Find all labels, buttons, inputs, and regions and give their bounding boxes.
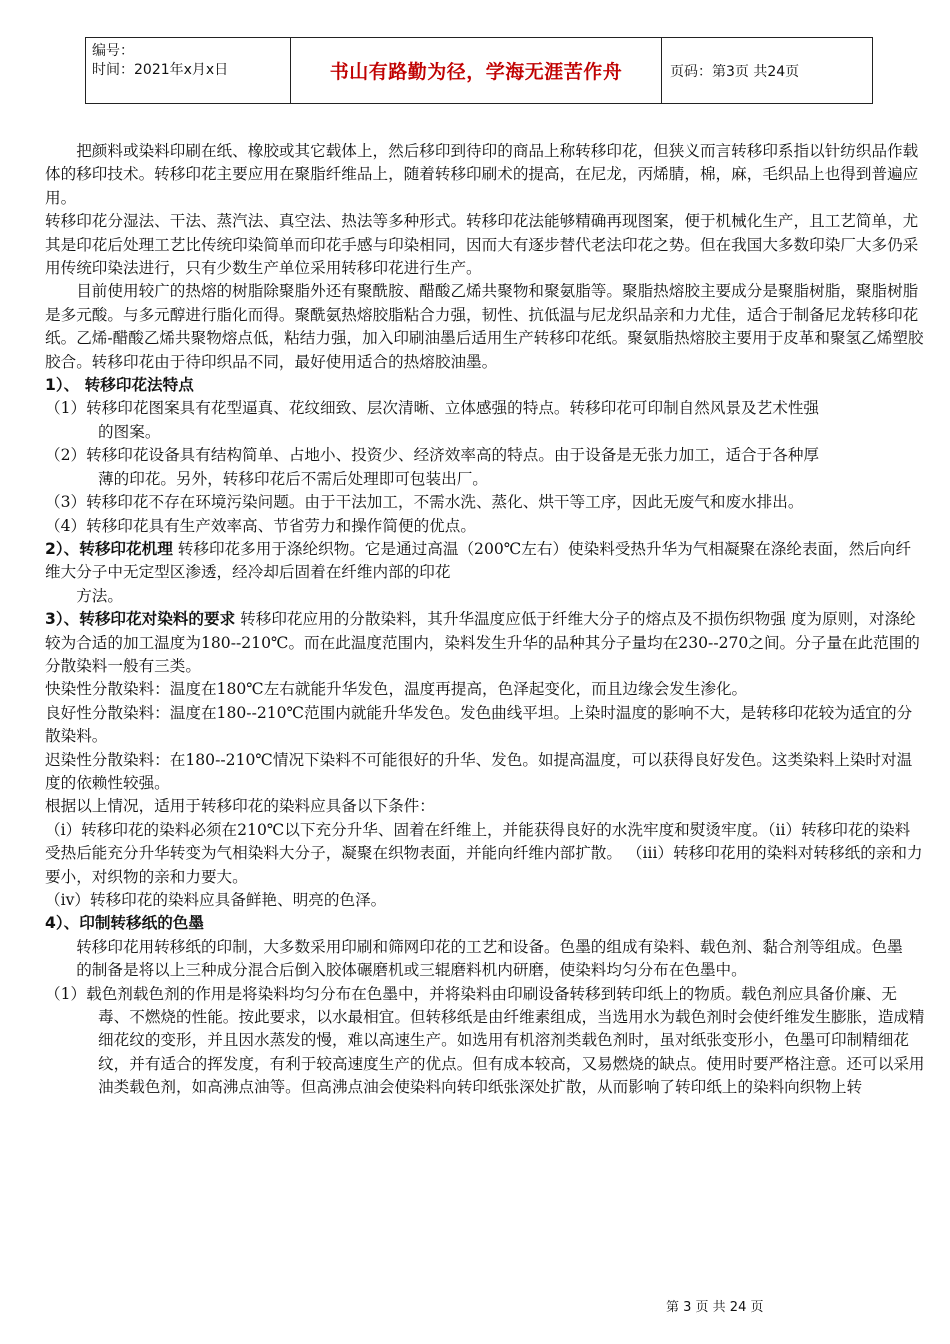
feature-item-4: （4）转移印花具有生产效率高、节省劳力和操作简便的优点。 — [45, 516, 476, 535]
paragraph-intro: 把颜料或染料印刷在纸、橡胶或其它载体上，然后移印到待印的商品上称转移印花，但狭义而言转移印系指以针纺织品作载体的移印技术。转移印花主要应用在聚脂纤维品上，随着转移印刷术的提高，在尼龙，丙烯腈，棉，麻，毛织品上也得到普遍应用。 — [45, 142, 919, 207]
section-mechanism — [45, 538, 925, 585]
section-heading-ink: 4）、印制转移纸的色墨 — [45, 914, 204, 933]
dye-type-fast: 快染性分散染料：温度在180℃左右就能升华发色，温度再提高，色泽起变化，而且边缘会发生渗化。 — [45, 680, 748, 699]
dye-type-slow: 迟染性分散染料：在180--210℃情况下染料不可能很好的升华、发色。如提高温度，可以获得良好发色。这类染料上染时对温度的依赖性较强。 — [45, 750, 913, 792]
header-meta — [86, 38, 291, 104]
mechanism-tail: 方法。 — [76, 586, 123, 605]
ink-item-1: （1）载色剂载色剂的作用是将染料均匀分布在色墨中，并将染料由印刷设备转移到转印纸上的物质。载色剂应具备价廉、无毒、不燃烧的性能。按此要求，以水最相宜。但转移纸是由纤维素组成，当选用水为载色剂时会使纤维发生膨胀，造成精细花纹的变形，并且因水蒸发的慢，难以高速生产。如选用有机溶剂类载色剂时，虽对纸张变形小，色墨可印制精细花纹，并有适合的挥发度，有利于较高速度生产的优点。但有成本较高，又易燃烧的缺点。使用时要严格注意。还可以采用油类载色剂，如高沸点油等。但高沸点油会使染料向转印纸张深处扩散，从而影响了转印纸上的染料向织物上转 — [45, 984, 925, 1097]
header-table — [85, 37, 873, 104]
feature-item-3: （3）转移印花不存在环境污染问题。由于干法加工，不需水洗、蒸化、烘干等工序，因此无废气和废水排出。 — [45, 493, 804, 512]
header-page-number: 页码：第3页 共24页 — [662, 38, 873, 104]
dye-type-good: 良好性分散染料：温度在180--210℃范围内就能升华发色。发色曲线平坦。上染时温度的影响不大，是转移印花较为适宜的分散染料。 — [45, 703, 913, 746]
document-date: 时间：2021年x月x日 — [92, 62, 229, 78]
conditions-item-iv: （ⅳ）转移印花的染料应具备鲜艳、明亮的色泽。 — [45, 891, 387, 909]
conditions-intro: 根据以上情况，适用于转移印花的染料应具备以下条件： — [45, 797, 435, 816]
section-dye-requirements — [45, 608, 925, 678]
document-body — [45, 140, 925, 1100]
section-heading-dye-requirements: 3）、转移印花对染料的要求 — [45, 610, 236, 629]
paragraph-methods: 转移印花分湿法、干法、蒸汽法、真空法、热法等多种形式。转移印花法能够精确再现图案，便于机械化生产，且工艺简单，尤其是印花后处理工艺比传统印染简单而印花手感与印染相同，因而大有逐步替代老法印花之势。但在我国大多数印染厂大多仍采用传统印染法进行，只有少数生产单位采用转移印花进行生产。 — [45, 212, 919, 278]
feature-item-2: （2）转移印花设备具有结构简单、占地小、投资少、经济效率高的特点。由于设备是无张力加工，适合于各种厚薄的印花。另外，转移印花后不需后处理即可包装出厂。 — [45, 446, 820, 488]
paragraph-hotmelt: 目前使用较广的热熔的树脂除聚脂外还有聚酰胺、醋酸乙烯共聚物和聚氨脂等。聚脂热熔胶主要成分是聚脂树脂，聚脂树脂是多元酸。与多元醇进行脂化而得。聚酰氨热熔胶脂粘合力强，韧性、抗低温与尼龙织品亲和力尤佳，适合于制备尼龙转移印花纸。乙烯-醋酸乙烯共聚物熔点低，粘结力强，加入印刷油墨后适用生产转移印花纸。聚氨脂热熔胶主要用于皮革和聚氢乙烯塑胶胶合。转移印花由于待印织品不同，最好使用适合的热熔胶油墨。 — [45, 282, 924, 371]
section-heading-mechanism: 2）、转移印花机理 — [45, 539, 173, 558]
mechanism-text: 转移印花多用于涤纶织物。它是通过高温（200℃左右）使染料受热升华为气相凝聚在涤纶表面，然后向纤维大分子中无定型区渗透，经冷却后固着在纤维内部的印花 — [45, 539, 912, 582]
feature-item-1: （1）转移印花图案具有花型逼真、花纹细致、层次清晰、立体感强的特点。转移印花可印制自然风景及艺术性强的图案。 — [45, 399, 820, 441]
ink-paragraph: 转移印花用转移纸的印制，大多数采用印刷和筛网印花的工艺和设备。色墨的组成有染料、载色剂、黏合剂等组成。色墨的制备是将以上三种成分混合后倒入胶体碾磨机或三辊磨料机内研磨，使染料均匀分布在色墨中。 — [76, 937, 903, 980]
conditions-block: （ⅰ）转移印花的染料必须在210℃以下充分升华、固着在纤维上，并能获得良好的水洗牢度和熨烫牢度。（ⅱ）转移印花的染料受热后能充分升华转变为气相染料大分子，凝聚在织物表面，并能向纤维内部扩散。 （ⅲ）转移印花用的染料对转移纸的亲和力要小，对织物的亲和力要大。 — [45, 820, 923, 886]
header-motto: 书山有路勤为径，学海无涯苦作舟 — [291, 38, 662, 104]
document-number-label: 编号： — [92, 43, 134, 59]
dye-requirements-text: 转移印花应用的分散染料，其升华温度应低于纤维大分子的熔点及不损伤织物强 度为原则，对涤纶较为合适的加工温度为180--210℃。而在此温度范围内，染料发生升华的品种其分子量均在230--270之间。分子量在此范围的分散染料一般有三类。 — [45, 610, 920, 675]
footer-page-number: 第 3 页 共 24 页 — [666, 1300, 764, 1315]
section-heading-features: 1）、 转移印花法特点 — [45, 376, 194, 395]
